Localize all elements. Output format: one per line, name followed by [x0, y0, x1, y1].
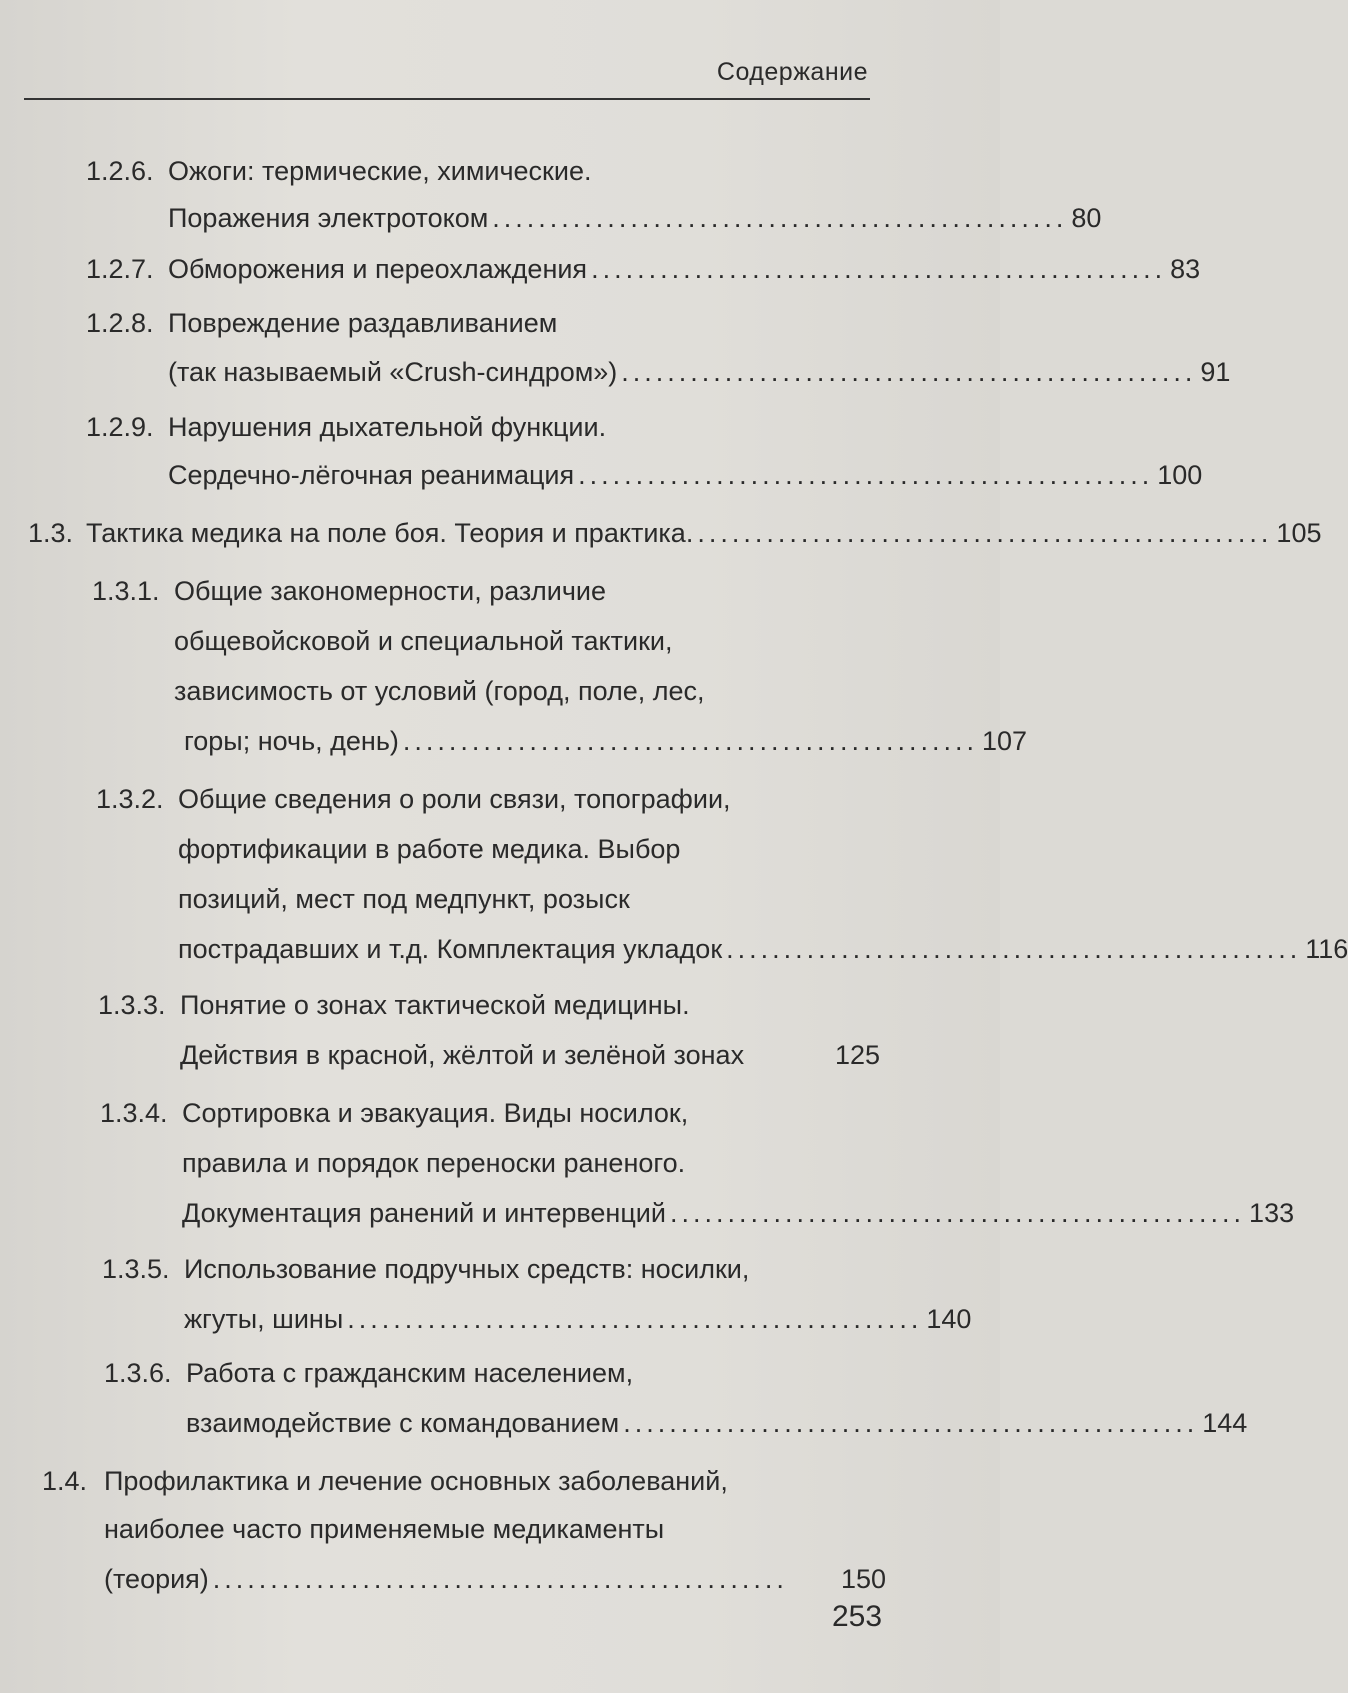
toc-page-number: 140	[926, 1304, 972, 1334]
toc-entry-title: правила и порядок переноски раненого.	[182, 1148, 686, 1178]
toc-entry-dotted-line	[182, 1190, 1295, 1236]
toc-entry-number: 1.3.2.	[96, 784, 164, 814]
dot-leader: ..................................................	[726, 934, 1302, 964]
toc-entry-dotted-line	[178, 926, 1348, 972]
toc-entry-title: взаимодействие с командованием	[186, 1408, 620, 1438]
toc-entry-title: фортификации в работе медика. Выбор	[178, 834, 681, 864]
dot-leader: ..................................................	[402, 726, 978, 756]
toc-entry-dotted-line	[168, 246, 1201, 292]
toc-page-number: 133	[1249, 1198, 1295, 1228]
toc-entry-title: Повреждение раздавливанием	[168, 308, 558, 338]
toc-entry-title: Ожоги: термические, химические.	[168, 156, 592, 186]
page-number: 253	[832, 1600, 883, 1633]
toc-section-number: 1.4.	[42, 1466, 88, 1496]
toc-entry-title: Работа с гражданским населением,	[186, 1358, 634, 1388]
toc-entry-dotted-line	[168, 452, 1203, 498]
toc-entry-dotted-line	[184, 718, 1028, 764]
toc-entry-dotted-line	[168, 195, 1102, 241]
toc-entry-number: 1.2.6.	[86, 156, 154, 186]
toc-entry-title: жгуты, шины	[184, 1304, 344, 1334]
toc-entry-title: общевойсковой и специальной тактики,	[174, 626, 673, 656]
toc-page-number: 80	[1071, 203, 1102, 233]
dot-leader: ..................................................	[591, 254, 1167, 284]
toc-entry-title: Использование подручных средств: носилки,	[184, 1254, 750, 1284]
toc-entry-title: позиций, мест под медпункт, розыск	[178, 884, 630, 914]
dot-leader: ..................................................	[697, 518, 1273, 548]
toc-entry-title: Общие закономерности, различие	[174, 576, 607, 606]
toc-entry-title: горы; ночь, день)	[184, 726, 399, 756]
dot-leader: ..................................................	[492, 203, 1068, 233]
toc-page-number: 105	[1276, 518, 1322, 548]
toc-page-number: 83	[1170, 254, 1201, 284]
toc-entry-title: Действия в красной, жёлтой и зелёной зонах	[180, 1040, 745, 1070]
toc-entry-title: Общие сведения о роли связи, топографии,	[178, 784, 731, 814]
dot-leader: ..................................................	[623, 1408, 1199, 1438]
toc-entry-dotted-line	[168, 349, 1231, 395]
toc-entry-title: Сердечно-лёгочная реанимация	[168, 460, 575, 490]
toc-entry-number: 1.3.5.	[102, 1254, 170, 1284]
toc-page-number: 144	[1202, 1408, 1248, 1438]
dot-leader: ..................................................	[621, 357, 1197, 387]
toc-entry-number: 1.3.6.	[104, 1358, 172, 1388]
toc-entry-title: Понятие о зонах тактической медицины.	[180, 990, 690, 1020]
toc-entry-title: Обморожения и переохлаждения	[168, 254, 588, 284]
toc-entry-dotted-line	[186, 1400, 1248, 1446]
toc-entry-title: пострадавших и т.д. Комплектация укладок	[178, 934, 723, 964]
toc-entry-number: 1.2.9.	[86, 412, 154, 442]
toc-entry-dotted-line	[86, 510, 1322, 556]
toc-section-title: (теория)	[104, 1564, 209, 1594]
toc-entry-title: Сортировка и эвакуация. Виды носилок,	[182, 1098, 689, 1128]
toc-entry-number: 1.2.8.	[86, 308, 154, 338]
toc-page-number: 125	[834, 1040, 880, 1070]
dot-leader: ..................................................	[347, 1304, 923, 1334]
dot-leader: ..................................................	[212, 1564, 788, 1594]
toc-entry-dotted-line	[104, 1556, 886, 1602]
toc-entry-dotted-line	[184, 1296, 972, 1342]
dot-leader: ..................................................	[669, 1198, 1246, 1228]
running-head: Содержание	[716, 58, 868, 86]
toc-page-number: 100	[1157, 460, 1203, 490]
toc-section-title: Профилактика и лечение основных заболеваний,	[104, 1466, 728, 1496]
toc-page-number: 107	[981, 726, 1028, 756]
toc-entry-title: Нарушения дыхательной функции.	[168, 412, 607, 442]
dot-leader: ..................................................	[578, 460, 1154, 490]
toc-entry-title: Поражения электротоком	[168, 203, 489, 233]
toc-entry-number: 1.3.1.	[92, 576, 160, 606]
toc-entry-title: (так называемый «Crush-синдром»)	[168, 357, 618, 387]
toc-page-number: 116	[1305, 934, 1348, 964]
toc-section-number: 1.3.	[28, 518, 74, 548]
toc-entry-title: зависимость от условий (город, поле, лес,	[174, 676, 705, 706]
toc-page-number: 91	[1200, 357, 1231, 387]
toc-entry-number: 1.2.7.	[86, 254, 154, 284]
toc-entry-number: 1.3.3.	[98, 990, 166, 1020]
toc-section-title: Тактика медика на поле боя. Теория и практика.	[86, 518, 694, 548]
toc-page-number: 150	[840, 1564, 886, 1594]
toc-entry-title: Документация ранений и интервенций	[182, 1198, 666, 1228]
toc-entry-dotted-line	[180, 1032, 880, 1078]
toc-section-title: наиболее часто применяемые медикаменты	[104, 1514, 665, 1544]
toc-entry-number: 1.3.4.	[100, 1098, 168, 1128]
